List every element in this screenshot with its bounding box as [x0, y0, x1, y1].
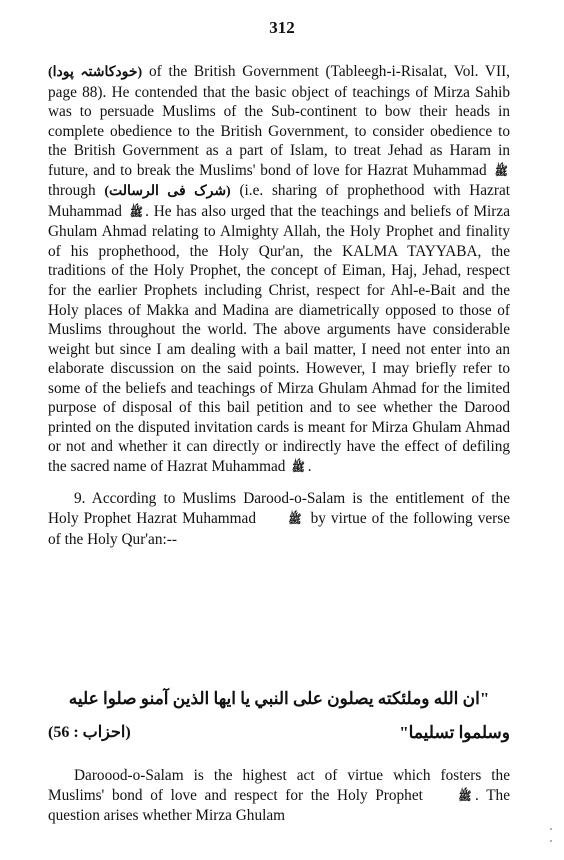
text-run: . The question arises whether Mirza Ghulam: [48, 786, 510, 825]
body-text: [48, 62, 510, 549]
urdu-phrase: (خودکاشتہ پودا): [48, 65, 143, 80]
text-run: by virtue of the following verse of the Holy Qur'an:--: [48, 510, 510, 548]
text-run: . He has also urged that the teachings and beliefs of Mirza Ghulam Ahmad relating to Almighty Allah, the Holy Prophet and finality of his prophethood, the Holy Qur'an, the KALMA TAYYABA, the traditions of the Holy Prophet, the concept of Eiman, Haj, Jehad, respect for the earlier Prophets including Christ, respect for Ahl-e-Bait and the Holy places of Makka and Madina are diametrically opposed to those of Muslims throughout the world. The above arguments have considerable weight but since I am dealing with a bail matter, I need not enter into an elaborate discussion on the said points. However, I may briefly refer to some of the beliefs and teachings of Mirza Ghulam Ahmad for the limited purpose of disposal of this bail petition and to see whether the Darood printed on the disputed invitation cards is meant for Mirza Ghulam Ahmad or not and whether it can directly or indirectly have the effect of defiling the sacred name of Hazrat Muhammad: [48, 202, 510, 475]
scan-speck: [550, 840, 552, 842]
verse-line-2: وسلموا تسليما": [399, 723, 510, 742]
quran-verse: [48, 686, 510, 746]
text-run: .: [307, 457, 312, 475]
verse-reference: (احزاب : 56): [48, 724, 131, 741]
verse-line-1: "ان الله وملئكته يصلون على النبي يا ايها الذين آمنو صلوا عليه: [68, 689, 490, 708]
paragraph-3: [48, 766, 510, 826]
text-run: through: [48, 182, 105, 200]
text-run: 9. According to Muslims Darood-o-Salam is the entitlement of the Holy Prophet Hazrat Muhammad: [48, 490, 510, 528]
honorific-glyph: ﷺ: [129, 204, 143, 219]
honorific-glyph: ﷺ: [494, 163, 508, 178]
text-run: of the British Government (Tableegh-i-Risalat, Vol. VII, page 88). He contended that the basic object of teachings of Mirza Sahib was to persuade Muslims of the Sub-continent to bow their heads in complete obedience to the British Government, to consider obedience to the British Government as a part of Islam, to treat Jehad as Haram in future, and to break the Muslims' bond of love for Hazrat Muhammad: [48, 63, 510, 179]
text-run: (i.e. sharing of prophethood with Hazrat Muhammad: [48, 182, 510, 220]
page-number: 312: [269, 18, 295, 37]
text-run: Daroood-o-Salam is the highest act of virtue which fosters the Muslims' bond of love and respect for the Holy Prophet: [48, 767, 510, 804]
scan-speck: [550, 828, 552, 830]
urdu-phrase: (شرک فی الرسالت): [104, 184, 231, 200]
paragraph-2: [48, 489, 510, 549]
honorific-glyph: ﷺ: [291, 459, 306, 474]
paragraph-1: [48, 62, 510, 477]
honorific-glyph: ﷺ: [457, 788, 471, 803]
honorific-glyph: ﷺ: [288, 512, 302, 527]
